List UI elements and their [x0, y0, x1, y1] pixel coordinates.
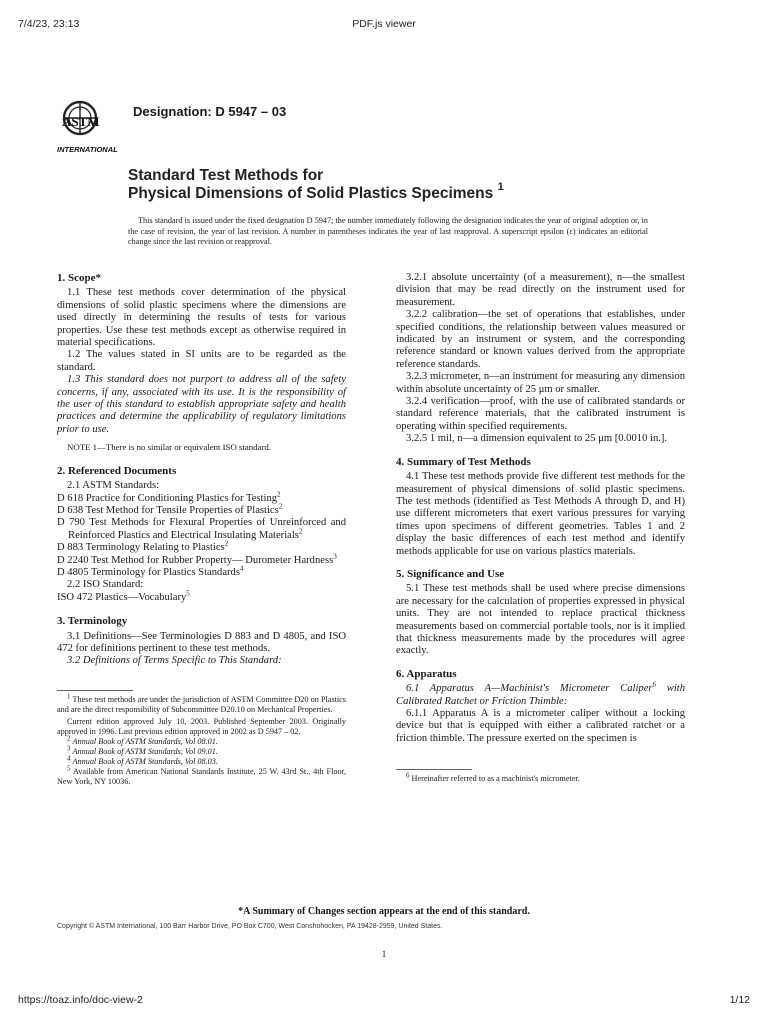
reference-d2240: D 2240 Test Method for Rubber Property— Durometer Hardness$^3$ — [57, 552, 337, 566]
paragraph-2-1: 2.1 ASTM Standards: — [67, 480, 160, 492]
svg-text:INTERNATIONAL: INTERNATIONAL — [57, 145, 118, 154]
footnote-4: $^4$ Annual Book of ASTM Standards, Vol 08.03. — [67, 754, 218, 766]
footnote-2: $^2$ Annual Book of ASTM Standards, Vol 08.01. — [67, 734, 218, 746]
paragraph-1-2: 1.2 The values stated in SI units are to be regarded as the standard. — [57, 349, 346, 373]
paragraph-3-2: 3.2 Definitions of Terms Specific to This Standard: — [67, 655, 282, 667]
title-footnote-marker: 1 — [497, 180, 504, 193]
astm-logo — [56, 96, 122, 158]
footnote-rule — [396, 769, 472, 770]
page-number: 1 — [381, 949, 387, 959]
copyright-line: Copyright © ASTM International, 100 Barr Harbor Drive, PO Box C700, West Conshohocken, PA 19428-2959, United States. — [57, 923, 443, 930]
viewer-title: PDF.js viewer — [352, 18, 416, 30]
svg-text:ASTM: ASTM — [62, 114, 100, 129]
section-terminology-heading: 3. Terminology — [57, 615, 128, 628]
reference-d790: D 790 Test Methods for Flexural Properties of Unreinforced and Reinforced Plastics and Electrical Insulating Materials$^2$ — [57, 517, 346, 541]
section-significance-heading: 5. Significance and Use — [396, 567, 505, 580]
footnote-current-edition: Current edition approved July 10, 2003. Published September 2003. Originally approved in 1996. Last previous edition approved in 2002 as D 5947 – 02. — [57, 716, 346, 736]
paragraph-4-1: 4.1 These test methods provide five different test methods for the measurement of physical dimensions of solid plastic specimens. The test methods (identified as Test Methods A through D, and H) use different micrometers that exert various pressures for varying times upon specimens of different geometries. Tables 1 and 2 display the basic differences of each test method and identify methods applicable for use on various plastics materials. — [396, 471, 685, 557]
footnote-rule — [57, 690, 133, 691]
footnote-1: $^1$ These test methods are under the jurisdiction of ASTM Committee D20 on Plastics and are the direct responsibility of Subcommittee D20.10 on Mechanical Properties. — [57, 692, 346, 714]
paragraph-3-2-1: 3.2.1 absolute uncertainty (of a measurement), n—the smallest division that may be read directly on the instrument used for measurement. — [396, 272, 685, 308]
designation: Designation: D 5947 – 03 — [133, 104, 287, 119]
paragraph-5-1: 5.1 These test methods shall be used where precise dimensions are necessary for the calculation of properties expressed in physical units. They are not intended to replace practical thickness measurements based on commercial portable tools, nor is it implied that thickness measurements made by the procedures will agree exactly. — [396, 583, 685, 657]
print-datetime: 7/4/23, 23:13 — [18, 18, 80, 30]
footnote-3: $^3$ Annual Book of ASTM Standards, Vol 09.01. — [67, 744, 218, 756]
reference-d638: D 638 Test Method for Tensile Properties of Plastics$^2$ — [57, 502, 283, 516]
note-1: NOTE 1—There is no similar or equivalent ISO standard. — [67, 442, 271, 453]
paragraph-3-2-3: 3.2.3 micrometer, n—an instrument for measuring any dimension within absolute uncertainty of 25 μm or smaller. — [396, 371, 685, 395]
summary-of-changes-notice: *A Summary of Changes section appears at the end of this standard. — [238, 906, 530, 917]
right-column — [396, 272, 685, 784]
section-referenced-documents-heading: 2. Referenced Documents — [57, 464, 177, 477]
paragraph-3-2-5: 3.2.5 1 mil, n—a dimension equivalent to 25 μm [0.0010 in.]. — [406, 433, 668, 445]
section-scope-heading: 1. Scope* — [57, 272, 101, 284]
reference-d883: D 883 Terminology Relating to Plastics$^2$ — [57, 539, 229, 554]
title-line-1: Standard Test Methods for — [128, 167, 324, 184]
section-apparatus-heading: 6. Apparatus — [396, 667, 457, 680]
footnote-5: $^5$ Available from American National Standards Institute, 25 W. 43rd St., 4th Floor, New York, NY 10036. — [57, 764, 346, 786]
issue-note: This standard is issued under the fixed designation D 5947; the number immediately following the designation indicates the year of original adoption or, in the case of revision, the year of last revision. A number in parentheses indicates the year of last reapproval. A superscript epsilon (ε) indicates an editorial change since the last revision or reapproval. — [128, 216, 648, 246]
paragraph-1-3: 1.3 This standard does not purport to address all of the safety concerns, if any, associated with its use. It is the responsibility of the user of this standard to establish appropriate safety and health practices and determine the applicability of regulatory limitations prior to use. — [57, 374, 346, 435]
paragraph-3-2-4: 3.2.4 verification—proof, with the use of calibrated standards or standard reference materials, that the calibrated instrument is operating within specified requirements. — [396, 396, 685, 432]
document-title — [128, 167, 504, 203]
title-line-2: Physical Dimensions of Solid Plastics Specimens $^1$ — [128, 180, 504, 202]
paragraph-2-2: 2.2 ISO Standard: — [67, 579, 144, 591]
reference-d618: D 618 Practice for Conditioning Plastics for Testing$^2$ — [57, 489, 281, 504]
paragraph-6-1-1: 6.1.1 Apparatus A is a micrometer caliper without a locking device but that is equipped with either a calibrated ratchet or a friction thimble. The pressure exerted on the specimen is — [396, 708, 685, 744]
paragraph-6-1: 6.1 Apparatus A—Machinist's Micrometer Caliper$^6$ with Calibrated Ratchet or Friction Thimble: — [396, 680, 686, 707]
page-counter: 1/12 — [729, 994, 750, 1006]
paragraph-1-1: 1.1 These test methods cover determination of the physical dimensions of solid plastic specimens where the dimensions are used directly in determining the results of tests for various properties. Use these test methods except as otherwise required in material specifications. — [57, 287, 346, 349]
page-url[interactable]: https://toaz.info/doc-view-2 — [18, 994, 143, 1006]
left-column — [57, 272, 346, 787]
footnote-6: $^6$ Hereinafter referred to as a machinist's micrometer. — [406, 771, 580, 784]
paragraph-3-1: 3.1 Definitions—See Terminologies D 883 and D 4805, and ISO 472 for definitions pertinent to these test methods. — [57, 630, 346, 654]
section-summary-heading: 4. Summary of Test Methods — [396, 455, 531, 468]
paragraph-3-2-2: 3.2.2 calibration—the set of operations that establishes, under specified conditions, the relationship between values measured or indicated by an instrument or system, and the corresponding reference standard or known values derived from the appropriate reference standards. — [396, 309, 685, 370]
reference-d4805: D 4805 Terminology for Plastics Standards$^4$ — [57, 564, 244, 578]
reference-iso472: ISO 472 Plastics—Vocabulary$^5$ — [57, 589, 190, 603]
